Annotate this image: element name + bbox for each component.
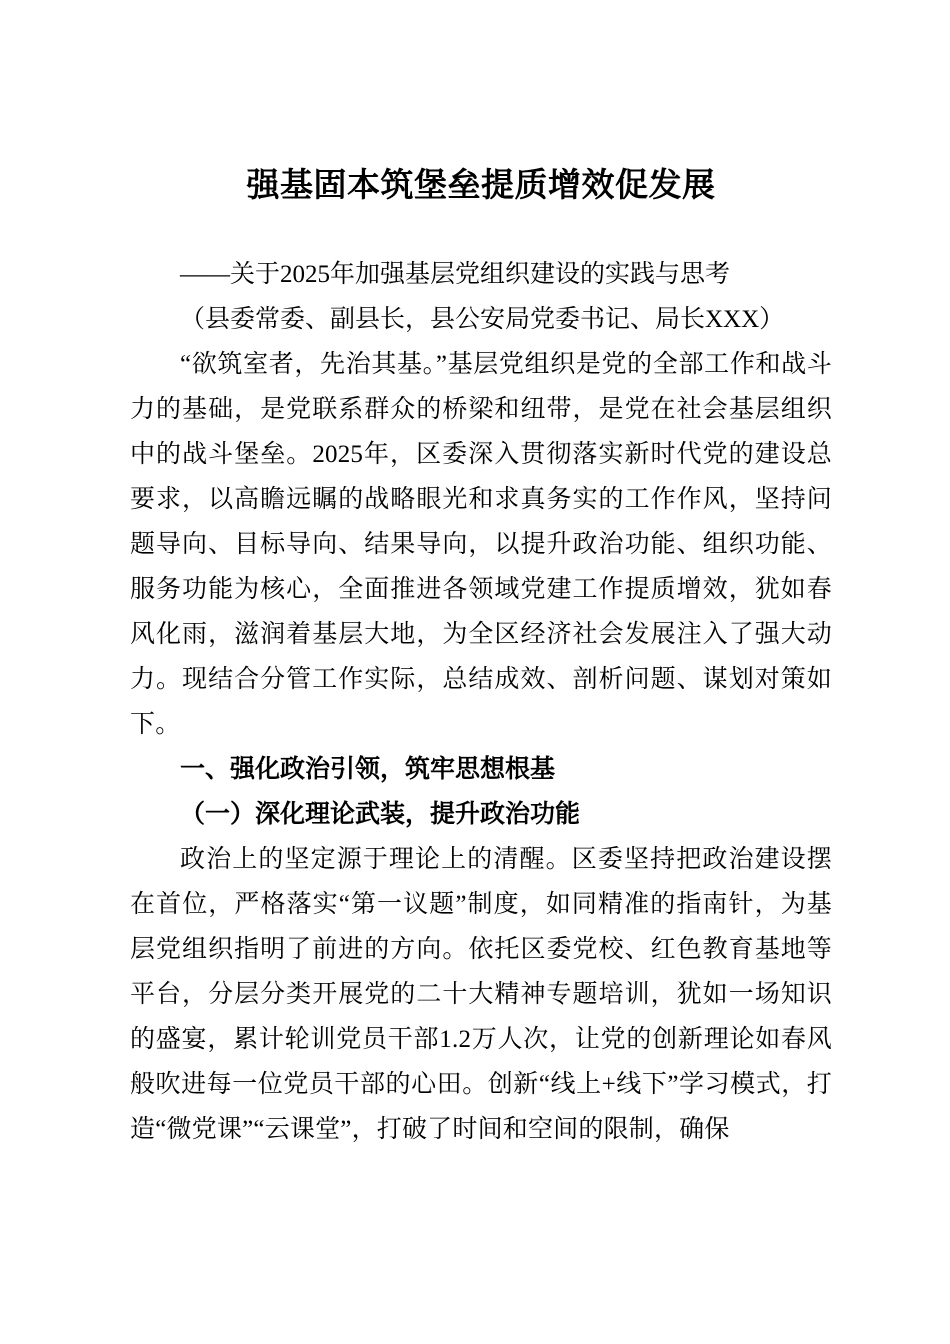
document-body <box>130 0 832 1152</box>
section-body-paragraph: 政治上的坚定源于理论上的清醒。区委坚持把政治建设摆在首位，严格落实“第一议题”制度，如同精准的指南针，为基层党组织指明了前进的方向。依托区委党校、红色教育基地等平台，分层分类开展党的二十大精神专题培训，犹如一场知识的盛宴，累计轮训党员干部1.2万人次，让党的创新理论如春风般吹进每一位党员干部的心田。创新“线上+线下”学习模式，打造“微党课”“云课堂”，打破了时间和空间的限制，确保 <box>130 846 833 1143</box>
lead-paragraph: “欲筑室者，先治其基。”基层党组织是党的全部工作和战斗力的基础，是党联系群众的桥梁和纽带，是党在社会基层组织中的战斗堡垒。2025年，区委深入贯彻落实新时代党的建设总要求，以高瞻远瞩的战略眼光和求真务实的工作作风，坚持问题导向、目标导向、结果导向，以提升政治功能、组织功能、服务功能为核心，全面推进各领域党建工作提质增效，犹如春风化雨，滋润着基层大地，为全区经济社会发展注入了强大动力。现结合分管工作实际，总结成效、剖析问题、谋划对策如下。 <box>130 351 832 738</box>
subtitle-line-topic: ——关于2025年加强基层党组织建设的实践与思考 <box>180 261 731 288</box>
section-heading-level-1: 一、强化政治引领，筑牢思想根基 <box>180 755 556 783</box>
subtitle-block <box>130 252 832 342</box>
section-heading-level-2: （一）深化理论武装，提升政治功能 <box>180 801 581 828</box>
page-title: 强基固本筑堡垒提质增效促发展 <box>246 168 716 204</box>
subtitle-line-author: （县委常委、副县长，县公安局党委书记、局长XXX） <box>180 306 785 333</box>
